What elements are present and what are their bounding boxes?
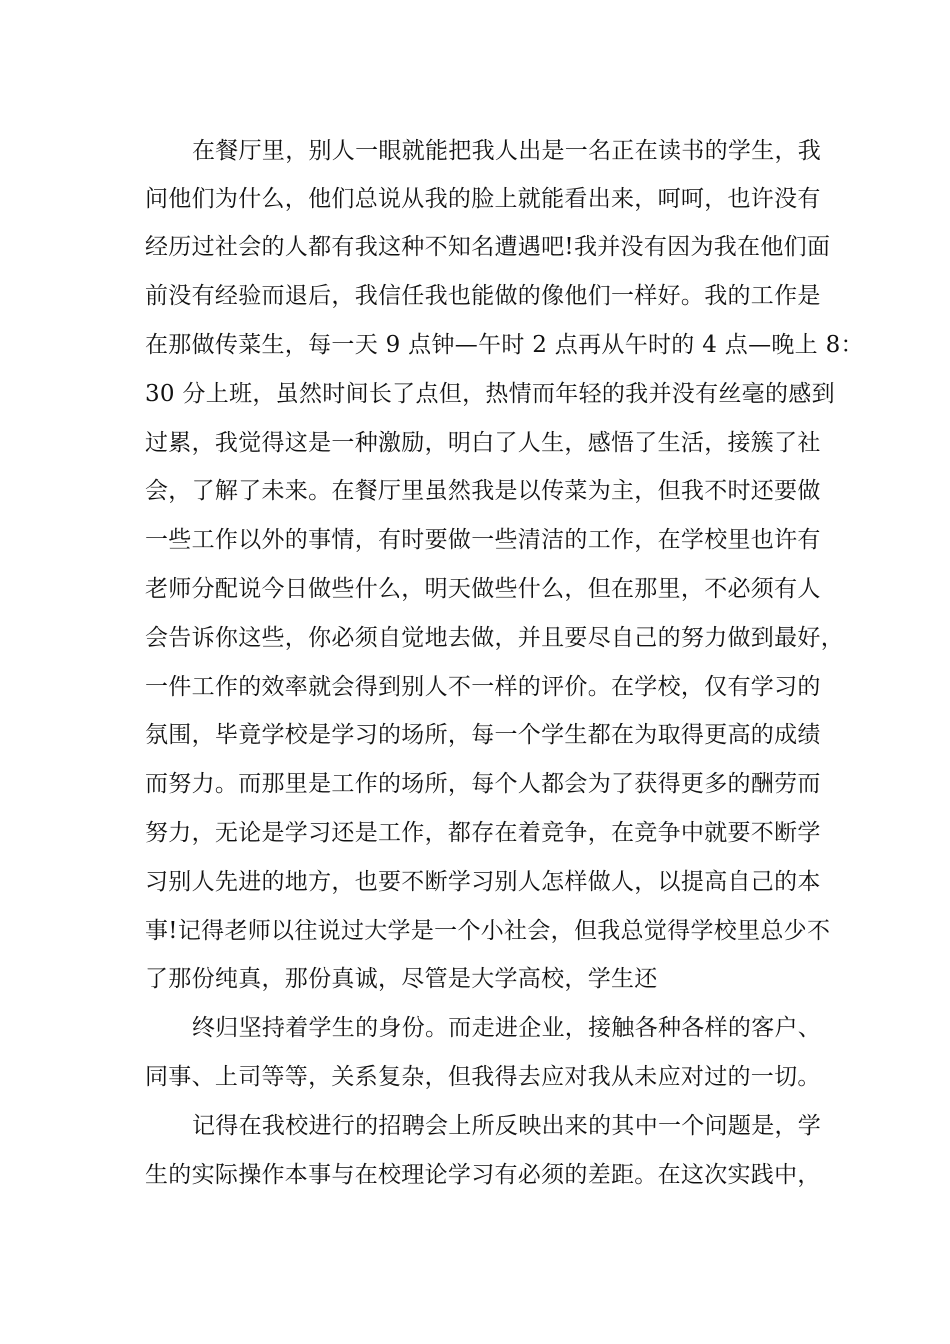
text-line: 习别人先进的地方，也要不断学习别人怎样做人，以提高自己的本 xyxy=(145,869,821,895)
text-line: 老师分配说今日做些什么，明天做些什么，但在那里，不必须有人 xyxy=(145,576,821,602)
text-line: 在餐厅里，别人一眼就能把我人出是一名正在读书的学生，我 xyxy=(192,138,822,164)
text-line: 会，了解了未来。在餐厅里虽然我是以传菜为主，但我不时还要做 xyxy=(145,478,821,504)
text-line: 终归坚持着学生的身份。而走进企业，接触各种各样的客户、 xyxy=(192,1015,822,1041)
text-line: 前没有经验而退后，我信任我也能做的像他们一样好。我的工作是 xyxy=(145,283,821,309)
text-line: 在那做传菜生，每一天 9 点钟—午时 2 点再从午时的 4 点—晚上 8： xyxy=(145,332,864,358)
text-line: 一件工作的效率就会得到别人不一样的评价。在学校，仅有学习的 xyxy=(145,674,821,700)
text-line: 了那份纯真，那份真诚，尽管是大学高校，学生还 xyxy=(145,966,658,992)
text-line: 生的实际操作本事与在校理论学习有必须的差距。在这次实践中， xyxy=(145,1162,821,1188)
text-line: 一些工作以外的事情，有时要做一些清洁的工作，在学校里也许有 xyxy=(145,527,821,553)
text-line: 而努力。而那里是工作的场所，每个人都会为了获得更多的酬劳而 xyxy=(145,771,821,797)
text-line: 会告诉你这些，你必须自觉地去做，并且要尽自己的努力做到最好， xyxy=(145,625,844,651)
text-line: 过累，我觉得这是一种激励，明白了人生，感悟了生活，接簇了社 xyxy=(145,430,821,456)
text-line: 记得在我校进行的招聘会上所反映出来的其中一个问题是，学 xyxy=(192,1113,822,1139)
text-line: 同事、上司等等，关系复杂，但我得去应对我从未应对过的一切。 xyxy=(145,1064,821,1090)
text-line: 氛围，毕竟学校是学习的场所，每一个学生都在为取得更高的成绩 xyxy=(145,722,821,748)
text-line: 30 分上班，虽然时间长了点但，热情而年轻的我并没有丝毫的感到 xyxy=(145,381,835,407)
text-line: 经历过社会的人都有我这种不知名遭遇吧!我并没有因为我在他们面 xyxy=(145,234,831,260)
text-line: 事!记得老师以往说过大学是一个小社会，但我总觉得学校里总少不 xyxy=(145,918,831,944)
text-line: 努力，无论是学习还是工作，都存在着竞争，在竞争中就要不断学 xyxy=(145,820,821,846)
text-line: 问他们为什么，他们总说从我的脸上就能看出来，呵呵，也许没有 xyxy=(145,186,821,212)
